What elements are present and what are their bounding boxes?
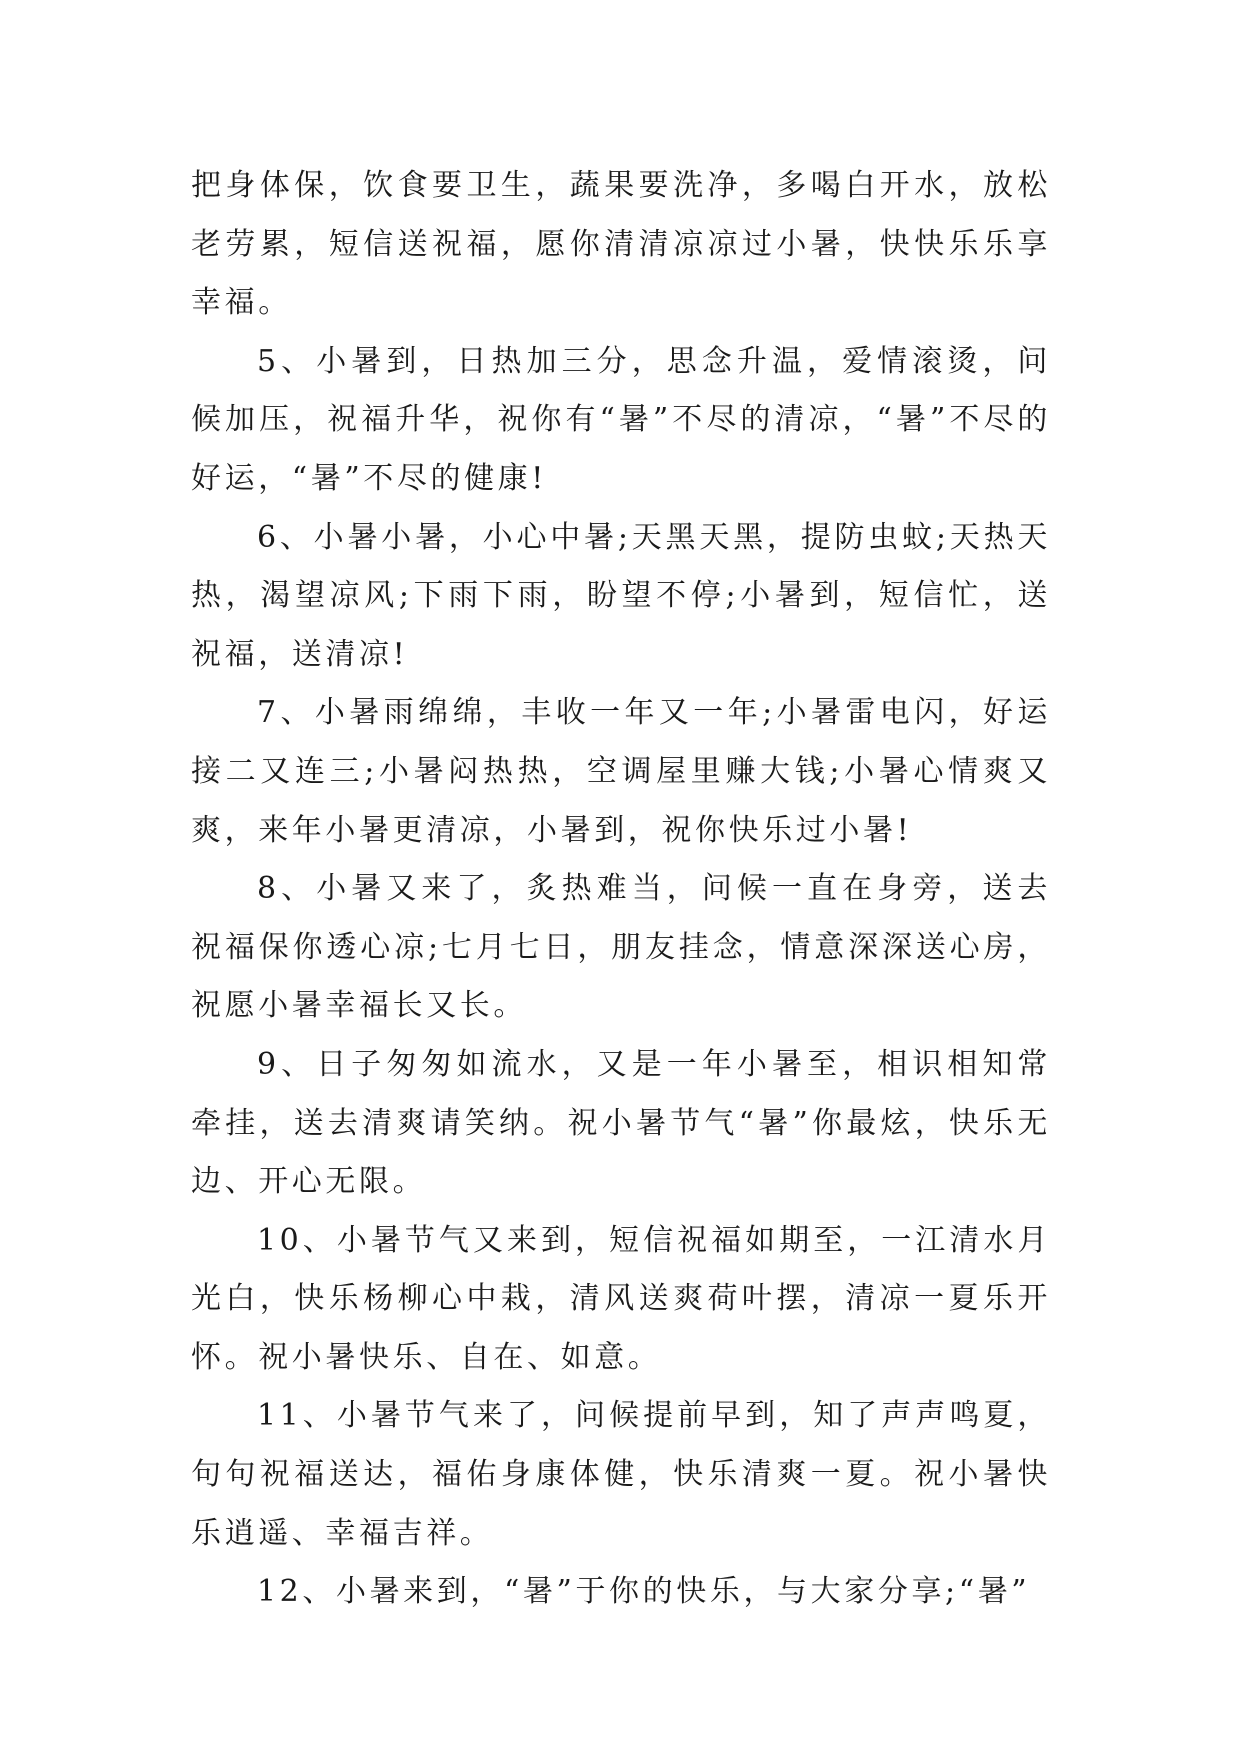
paragraph-item-5: 5、小暑到，日热加三分，思念升温，爱情滚烫，问候加压，祝福升华，祝你有“暑”不尽的清凉，“暑”不尽的好运，“暑”不尽的健康! xyxy=(191,343,1051,496)
paragraph-continuation: 把身体保，饮食要卫生，蔬果要洗净，多喝白开水，放松老劳累，短信送祝福，愿你清清凉凉过小暑，快快乐乐享幸福。 xyxy=(191,168,1051,321)
paragraph-item-8: 8、小暑又来了，炙热难当，问候一直在身旁，送去祝福保你透心凉;七月七日，朋友挂念，情意深深送心房，祝愿小暑幸福长又长。 xyxy=(191,871,1051,1024)
paragraph-item-11: 11、小暑节气来了，问候提前早到，知了声声鸣夏，句句祝福送达，福佑身康体健，快乐清爽一夏。祝小暑快乐逍遥、幸福吉祥。 xyxy=(191,1398,1051,1551)
document-body xyxy=(191,157,1051,1622)
paragraph-item-9: 9、日子匆匆如流水，又是一年小暑至，相识相知常牵挂，送去清爽请笑纳。祝小暑节气“暑”你最炫，快乐无边、开心无限。 xyxy=(191,1046,1051,1200)
paragraph-item-10: 10、小暑节气又来到，短信祝福如期至，一江清水月光白，快乐杨柳心中栽，清风送爽荷叶摆，清凉一夏乐开怀。祝小暑快乐、自在、如意。 xyxy=(191,1222,1051,1375)
paragraph-item-6: 6、小暑小暑，小心中暑;天黑天黑，提防虫蚊;天热天热，渴望凉风;下雨下雨，盼望不停;小暑到，短信忙，送祝福，送清凉! xyxy=(191,519,1051,672)
paragraph-item-12: 12、小暑来到，“暑”于你的快乐，与大家分享;“暑” xyxy=(257,1574,1031,1610)
paragraph-item-7: 7、小暑雨绵绵，丰收一年又一年;小暑雷电闪，好运接二又连三;小暑闷热热，空调屋里赚大钱;小暑心情爽又爽，来年小暑更清凉，小暑到，祝你快乐过小暑! xyxy=(191,695,1051,848)
